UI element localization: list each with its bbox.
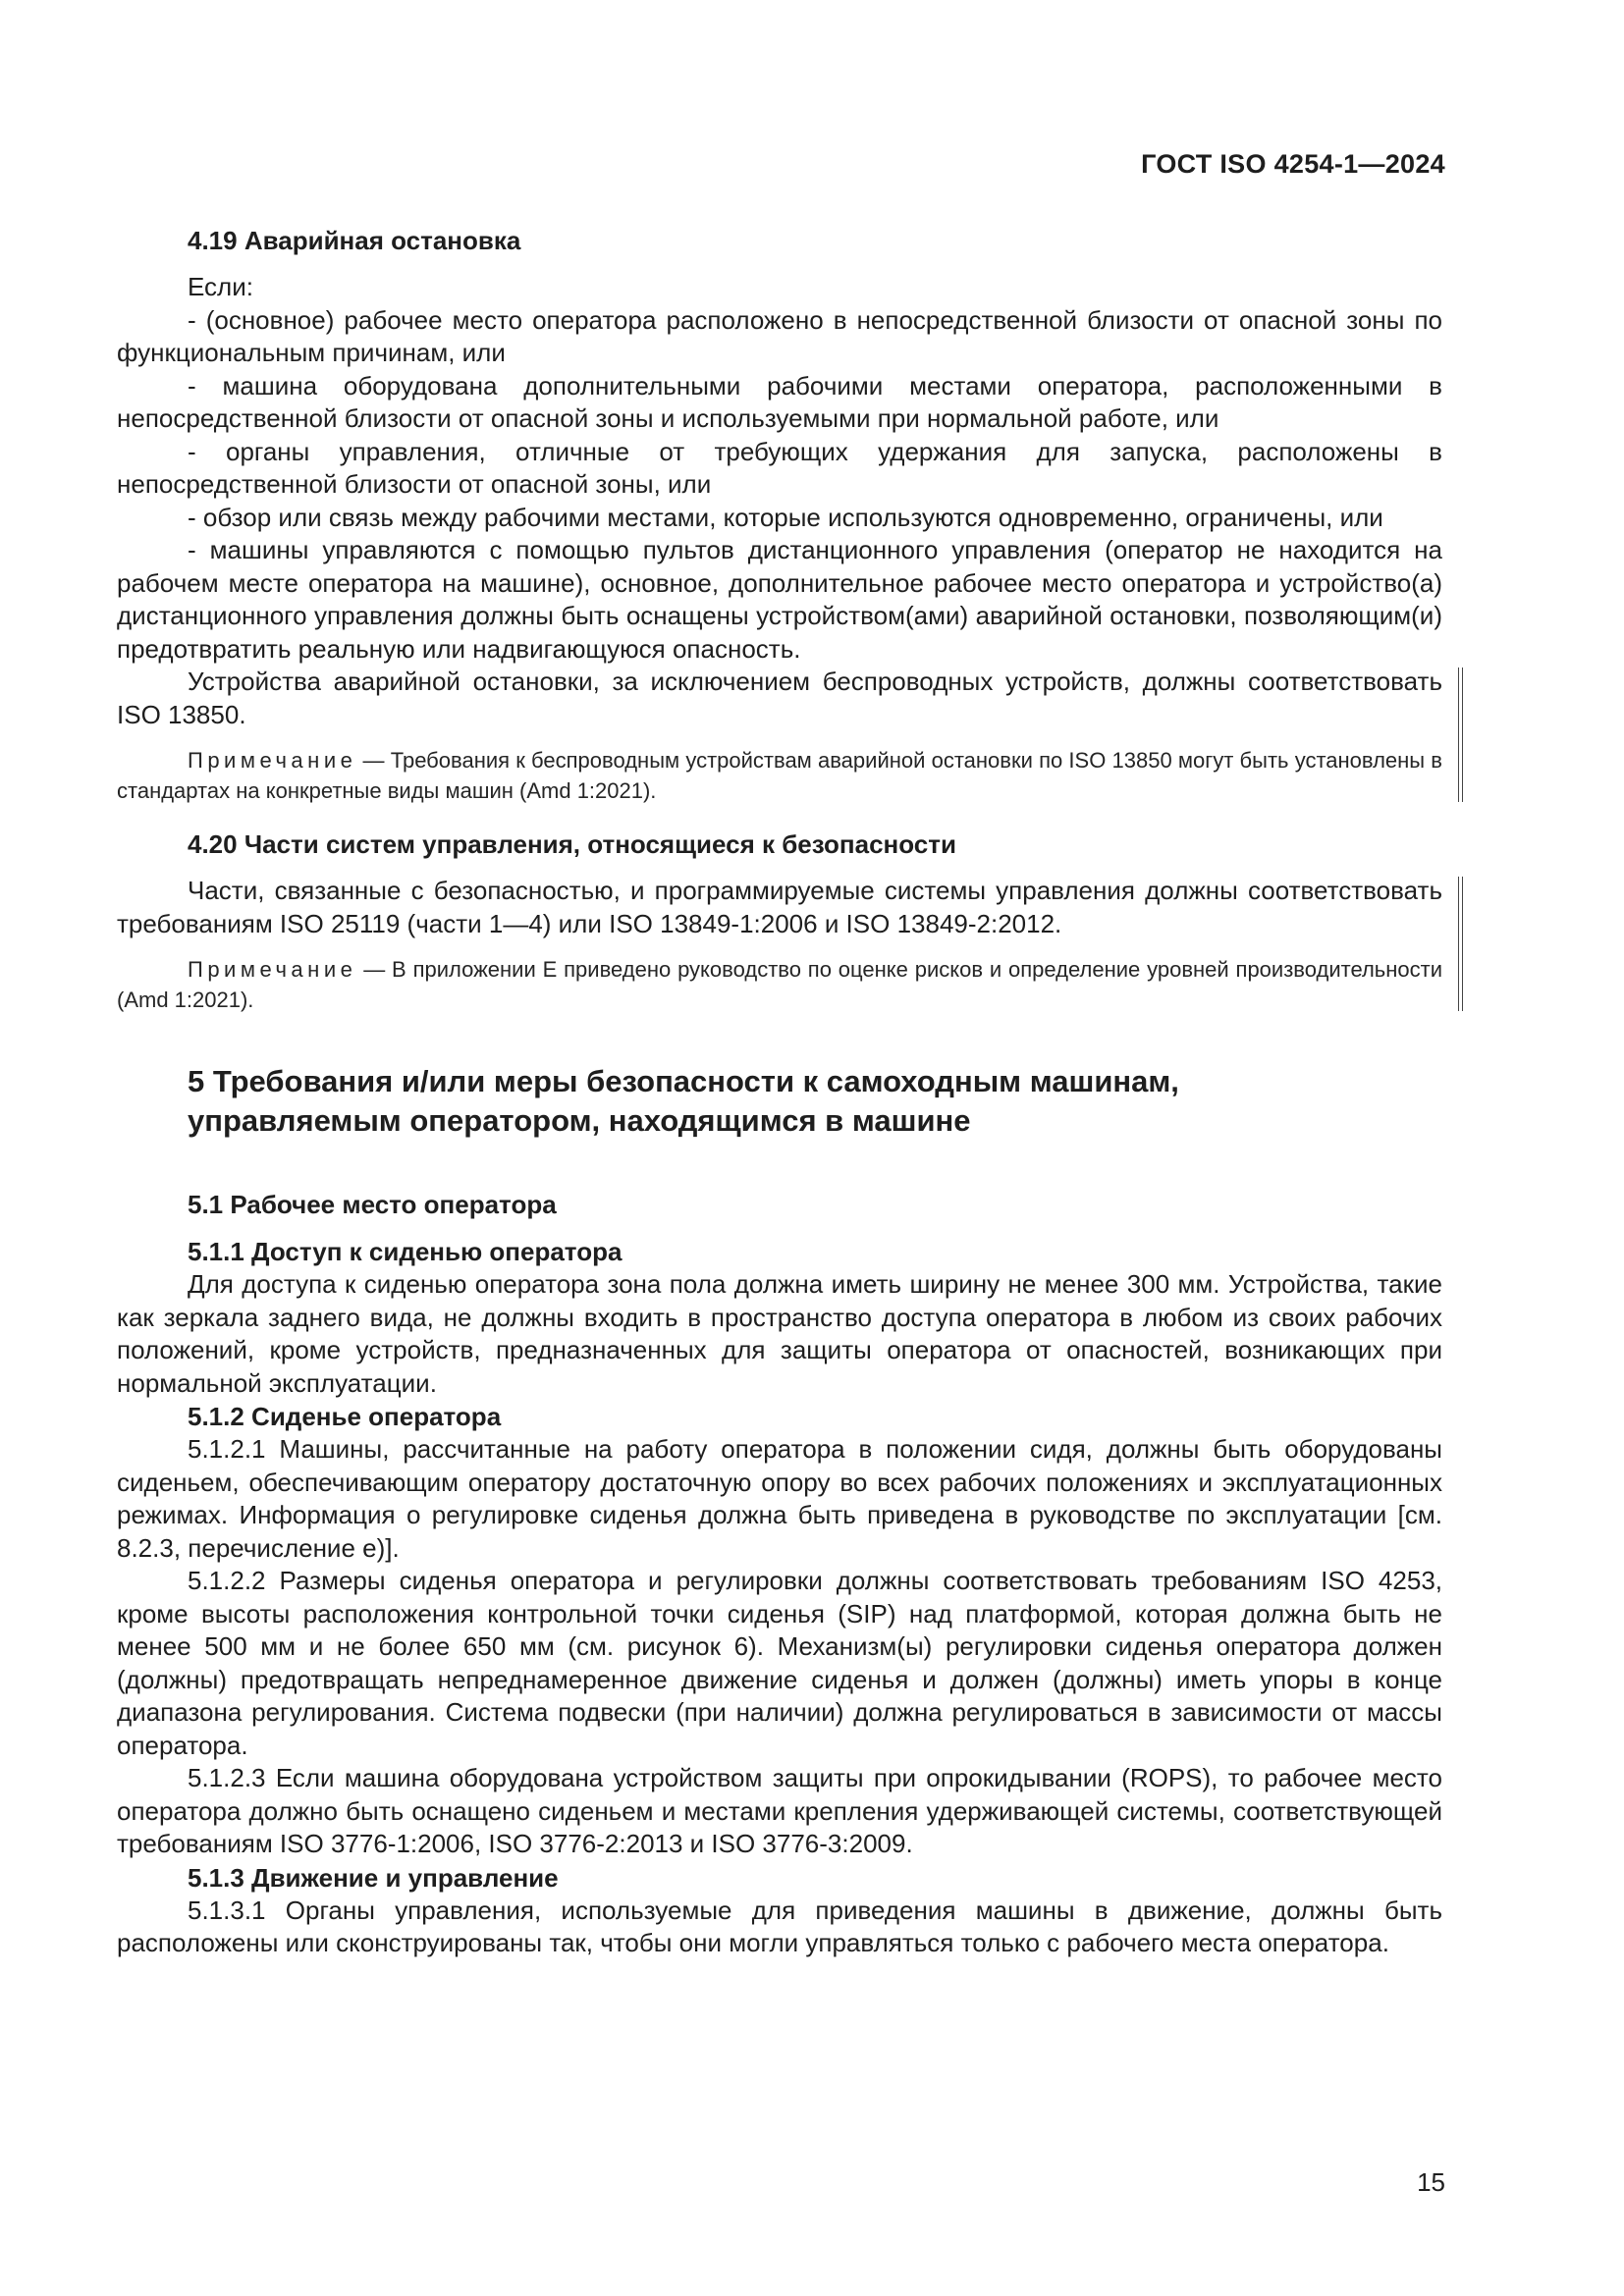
section-5-heading — [117, 1062, 1442, 1141]
note-label: Примечание — [188, 748, 357, 773]
section-5-1-1-text: Для доступа к сиденью оператора зона пола должна иметь ширину не менее 300 мм. Устройства, такие как зеркала заднего вида, не должны входить в пространство доступа оператора в любом из своих рабочих положений, кроме устройств, предназначенных для защиты оператора от опасностей, возникающих при нормальной эксплуатации. — [117, 1269, 1442, 1398]
section-4-19-heading: 4.19 Аварийная остановка — [188, 226, 521, 255]
section-5-1-heading: 5.1 Рабочее место оператора — [188, 1190, 557, 1219]
list-item: - машина оборудована дополнительными рабочими местами оператора, расположенными в непосредственной близости от опасной зоны и используемыми при нормальной работе, или — [117, 370, 1442, 433]
note-dash: — — [356, 748, 391, 773]
amendment-bar — [1458, 877, 1463, 1011]
note-text: В приложении Е приведено руководство по оценке рисков и определение уровней производительности (Amd 1:2021). — [117, 957, 1442, 1012]
section-5-1-2-heading: 5.1.2 Сиденье оператора — [188, 1402, 502, 1431]
section-4-20-note — [117, 954, 1442, 1015]
list-item: - (основное) рабочее место оператора расположено в непосредственной близости от опасной зоны по функциональным причинам, или — [117, 304, 1442, 367]
page-number: 15 — [1417, 2167, 1445, 2197]
note-text: Требования к беспроводным устройствам аварийной остановки по ISO 13850 могут быть установлены в стандартах на конкретные виды машин (Amd 1:2021). — [117, 748, 1442, 803]
section-5-1-2-3-text: 5.1.2.3 Если машина оборудована устройством защиты при опрокидывании (ROPS), то рабочее место оператора должно быть оснащено сиденьем и местами крепления удерживающей системы, соответствующей требованиям ISO 3776-1:2006, ISO 3776-2:2013 и ISO 3776-3:2009. — [117, 1763, 1442, 1858]
page-content — [117, 224, 1442, 1960]
note-dash: — — [356, 957, 393, 982]
section-4-19-amended-text: Устройства аварийной остановки, за исключением беспроводных устройств, должны соответствовать ISO 13850. — [117, 667, 1442, 729]
section-5-1-3-heading: 5.1.3 Движение и управление — [188, 1862, 559, 1893]
section-4-19-note — [117, 745, 1442, 806]
list-item: - органы управления, отличные от требующих удержания для запуска, расположены в непосредственной близости от опасной зоны, или — [117, 436, 1442, 499]
note-label: Примечание — [188, 957, 357, 982]
section-5-1-1-heading: 5.1.1 Доступ к сиденью оператора — [188, 1237, 623, 1266]
section-4-20-text: Части, связанные с безопасностью, и программируемые системы управления должны соответствовать требованиям ISO 25119 (части 1—4) или ISO 13849-1:2006 и ISO 13849-2:2012. — [117, 876, 1442, 938]
section-5-1-3-1-text: 5.1.3.1 Органы управления, используемые для приведения машины в движение, должны быть расположены или сконструированы так, чтобы они могли управляться только с рабочего места оператора. — [117, 1895, 1442, 1957]
amendment-block-4-20 — [117, 875, 1442, 1015]
amendment-block-4-19 — [117, 666, 1442, 806]
section-5-1-2-2-text: 5.1.2.2 Размеры сиденья оператора и регулировки должны соответствовать требованиям ISO 4253, кроме высоты расположения контрольной точки сиденья (SIP) над платформой, которая должна быть не менее 500 мм и не более 650 мм (см. рисунок 6). Механизм(ы) регулировки сиденья оператора должен (должны) предотвращать непреднамеренное движение сиденья и должен (должны) иметь упоры в конце диапазона регулирования. Система подвески (при наличии) должна регулироваться в зависимости от массы оператора. — [117, 1566, 1442, 1760]
document-header: ГОСТ ISO 4254-1—2024 — [1141, 149, 1445, 179]
section-5-1-2-1-text: 5.1.2.1 Машины, рассчитанные на работу оператора в положении сидя, должны быть оборудованы сиденьем, обеспечивающим оператору достаточную опору во всех рабочих положениях и эксплуатационных режимах. Информация о регулировке сиденья должна быть приведена в руководстве по эксплуатации [см. 8.2.3, перечисление е)]. — [117, 1434, 1442, 1563]
list-item: - машины управляются с помощью пультов дистанционного управления (оператор не находится на рабочем месте оператора на машине), основное, дополнительное рабочее место оператора и устройство(а) дистанционного управления должны быть оснащены устройством(ами) аварийной остановки, позволяющим(и) предотвратить реальную или надвигающуюся опасность. — [117, 535, 1442, 664]
amendment-bar — [1458, 667, 1463, 802]
section-5-heading-line2: управляемым оператором, находящимся в машине — [188, 1103, 971, 1138]
section-4-19-intro: Если: — [188, 272, 253, 301]
section-5-heading-line1: 5 Требования и/или меры безопасности к самоходным машинам, — [188, 1064, 1179, 1098]
section-4-20-heading: 4.20 Части систем управления, относящиеся к безопасности — [188, 829, 956, 859]
list-item: - обзор или связь между рабочими местами, которые используются одновременно, ограничены, или — [188, 502, 1383, 532]
